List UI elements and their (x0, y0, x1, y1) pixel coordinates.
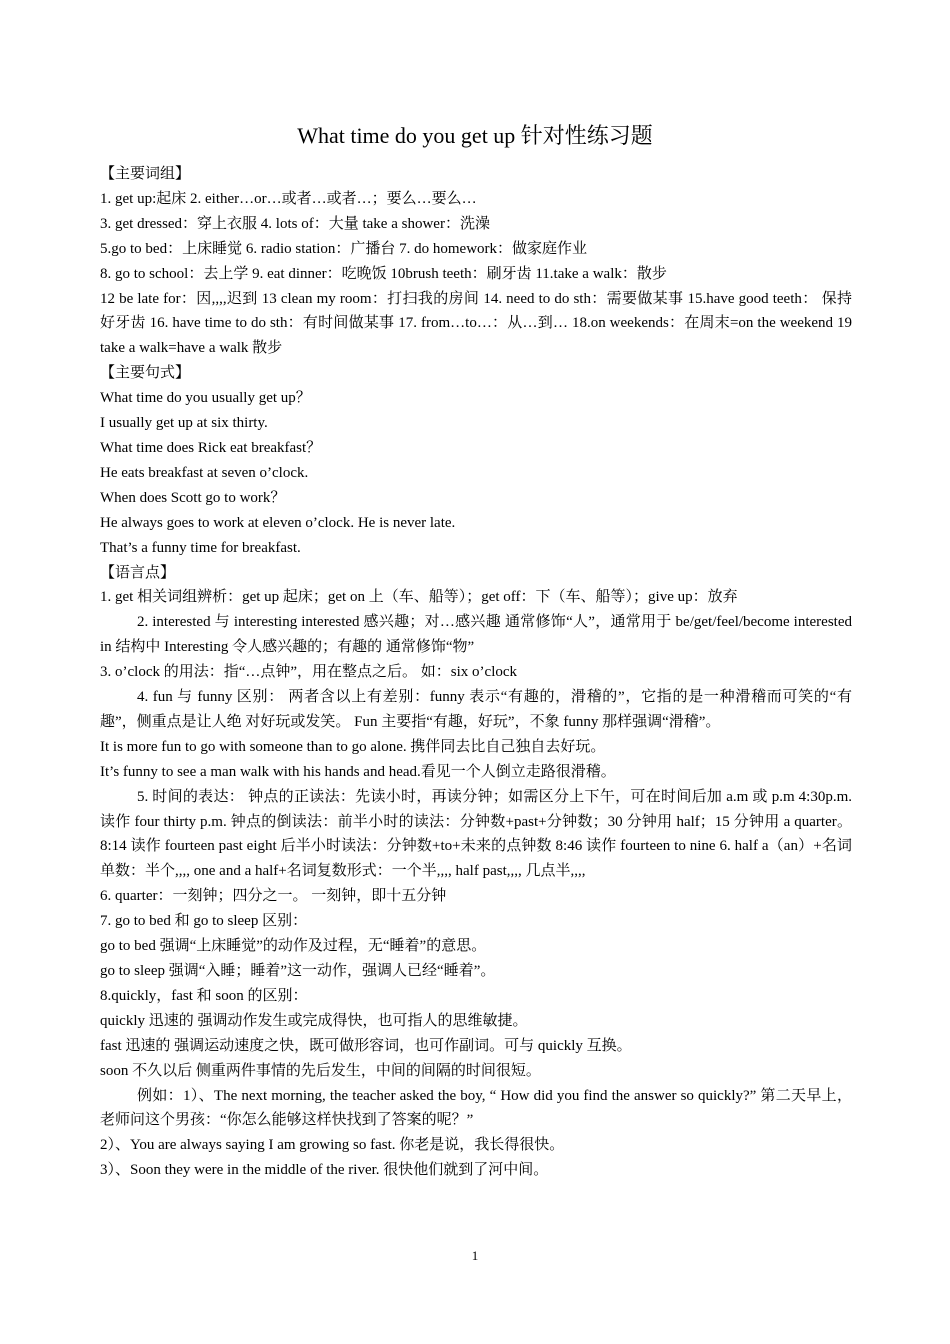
language-point: 4. fun 与 funny 区别： 两者含以上有差别：funny 表示“有趣的，滑稽的”，它指的是一种滑稽而可笑的“有趣”，侧重点是让人绝 对好玩或发笑。 Fun 主要指“有趣，好玩”，不象 funny 那样强调“滑稽”。 (100, 689, 852, 730)
sentence-line: When does Scott go to work？ (100, 489, 286, 506)
sentence-line: What time does Rick eat breakfast？ (100, 439, 322, 456)
explanation-line: soon 不久以后 侧重两件事情的先后发生，中间的间隔的时间很短。 (100, 1062, 541, 1079)
vocab-line: 3. get dressed：穿上衣服 4. lots of：大量 take a shower：洗澡 (100, 215, 490, 232)
language-point: 1. get 相关词组辨析：get up 起床；get on 上（车、船等）；get off：下（车、船等）；give up：放弃 (100, 589, 738, 606)
explanation-line: fast 迅速的 强调运动速度之快，既可做形容词，也可作副词。可与 quickly 互换。 (100, 1037, 632, 1054)
vocab-paragraph: 12 be late for：因,,,,迟到 13 clean my room：打扫我的房间 14. need to do sth：需要做某事 15.have good teeth： 保持好牙齿 16. have time to do sth：有时间做某事 17. from…to…：从…到… 18.on weekends：在周末=on the weekend 19 take a walk=have a walk 散步 (100, 290, 852, 357)
language-point: 2. interested 与 interesting interested 感兴趣；对…感兴趣 通常修饰“人”，通常用于 be/get/feel/become interested in 结构中 Interesting 令人感兴趣的；有趣的 通常修饰“物” (100, 614, 852, 656)
document-body (100, 162, 852, 1183)
example-sentence: 2）、You are always saying I am growing so fast. 你老是说，我长得很快。 (100, 1137, 565, 1154)
language-point: 6. quarter：一刻钟；四分之一。 一刻钟，即十五分钟 (100, 888, 447, 905)
example-sentence: 3）、Soon they were in the middle of the river. 很快他们就到了河中间。 (100, 1162, 549, 1179)
section-header-sentences: 【主要句式】 (100, 365, 191, 382)
example-sentence: 例如：1）、The next morning, the teacher asked the boy, “ How did you find the answer so quickly?” 第二天早上，老师问这个男孩：“你怎么能够这样快找到了答案的呢？” (100, 1087, 852, 1129)
sentence-line: He always goes to work at eleven o’clock. He is never late. (100, 514, 456, 531)
vocab-line: 1. get up:起床 2. either…or…或者…或者…；要么…要么… (100, 190, 477, 207)
example-sentence: It is more fun to go with someone than to go alone. 携伴同去比自己独自去好玩。 (100, 738, 606, 755)
section-header-vocab: 【主要词组】 (100, 166, 191, 182)
sentence-line: What time do you usually get up？ (100, 390, 311, 407)
vocab-line: 5.go to bed：上床睡觉 6. radio station：广播台 7. do homework：做家庭作业 (100, 240, 588, 257)
explanation-line: quickly 迅速的 强调动作发生或完成得快，也可指人的思维敏捷。 (100, 1012, 528, 1029)
page-number: 1 (471, 1248, 479, 1263)
section-header-points: 【语言点】 (100, 564, 176, 581)
language-point: 5. 时间的表达： 钟点的正读法：先读小时，再读分钟；如需区分上下午，可在时间后加 a.m 或 p.m 4:30p.m. 读作 four thirty p.m. 钟点的倒读法：前半小时的读法：分钟数+past+分钟数；30 分钟用 half；15 分钟用 a quarter。 8:14 读作 fourteen past eight 后半小时读法：分钟数+to+未来的点钟数 8:46 读作 fourteen to nine 6. half a（an）+名词单数：半个,,,, one and a half+名词复数形式：一个半,,,, half past,,,, 几点半,,,, (100, 788, 852, 880)
sentence-line: I usually get up at six thirty. (100, 415, 268, 432)
example-sentence: It’s funny to see a man walk with his hands and head.看见一个人倒立走路很滑稽。 (100, 763, 616, 780)
explanation-line: go to sleep 强调“入睡；睡着”这一动作，强调人已经“睡着”。 (100, 963, 496, 979)
sentence-line: He eats breakfast at seven o’clock. (100, 464, 309, 481)
sentence-line: That’s a funny time for breakfast. (100, 539, 301, 556)
page-title: What time do you get up 针对性练习题 (297, 123, 653, 148)
language-point: 3. o’clock 的用法：指“…点钟”，用在整点之后。 如：six o’clock (100, 664, 518, 681)
language-point: 8.quickly，fast 和 soon 的区别： (100, 987, 308, 1004)
vocab-line: 8. go to school：去上学 9. eat dinner：吃晚饭 10brush teeth：刷牙齿 11.take a walk：散步 (100, 265, 667, 282)
language-point: 7. go to bed 和 go to sleep 区别： (100, 913, 308, 930)
explanation-line: go to bed 强调“上床睡觉”的动作及过程，无“睡着”的意思。 (100, 938, 487, 955)
